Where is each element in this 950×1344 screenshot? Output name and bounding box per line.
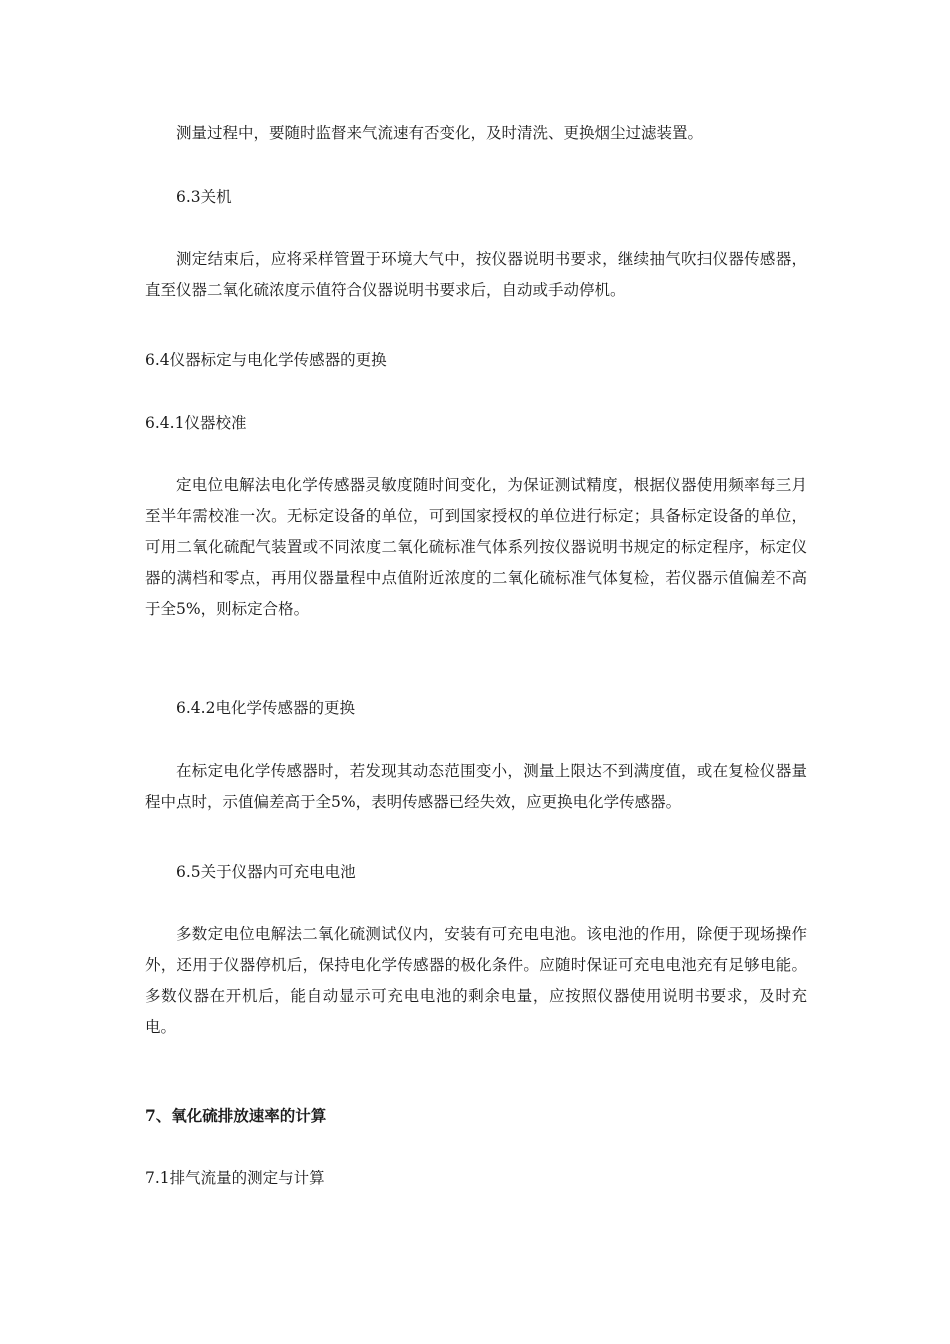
- heading-6-4-2: 6.4.2电化学传感器的更换: [176, 699, 355, 717]
- heading-7-1: 7.1排气流量的测定与计算: [145, 1169, 325, 1187]
- heading-6-4: 6.4仪器标定与电化学传感器的更换: [145, 351, 387, 369]
- paragraph-calibration: 定电位电解法电化学传感器灵敏度随时间变化，为保证测试精度，根据仪器使用频率每三月至半年需校准一次。无标定设备的单位，可到国家授权的单位进行标定；具备标定设备的单位，可用二氧化硫配气装置或不同浓度二氧化硫标准气体系列按仪器说明书规定的标定程序，标定仪器的满档和零点，再用仪器量程中点值附近浓度的二氧化硫标准气体复检，若仪器示值偏差不高于全5%，则标定合格。: [145, 476, 807, 618]
- heading-6-4-1: 6.4.1仪器校准: [145, 414, 247, 432]
- paragraph-sensor-replacement: 在标定电化学传感器时，若发现其动态范围变小，测量上限达不到满度值，或在复检仪器量程中点时，示值偏差高于全5%，表明传感器已经失效，应更换电化学传感器。: [145, 762, 807, 811]
- paragraph-monitoring: 测量过程中，要随时监督来气流速有否变化，及时清洗、更换烟尘过滤装置。: [176, 124, 704, 142]
- heading-7: 7、氧化硫排放速率的计算: [145, 1106, 327, 1125]
- paragraph-battery: 多数定电位电解法二氧化硫测试仪内，安装有可充电电池。该电池的作用，除便于现场操作外，还用于仪器停机后，保持电化学传感器的极化条件。应随时保证可充电电池充有足够电能。多数仪器在开机后，能自动显示可充电电池的剩余电量，应按照仪器使用说明书要求，及时充电。: [145, 925, 807, 1036]
- heading-6-5: 6.5关于仪器内可充电电池: [176, 863, 356, 881]
- paragraph-shutdown: 测定结束后，应将采样管置于环境大气中，按仪器说明书要求，继续抽气吹扫仪器传感器，直至仪器二氧化硫浓度示值符合仪器说明书要求后，自动或手动停机。: [145, 250, 807, 299]
- heading-6-3: 6.3关机: [176, 188, 232, 206]
